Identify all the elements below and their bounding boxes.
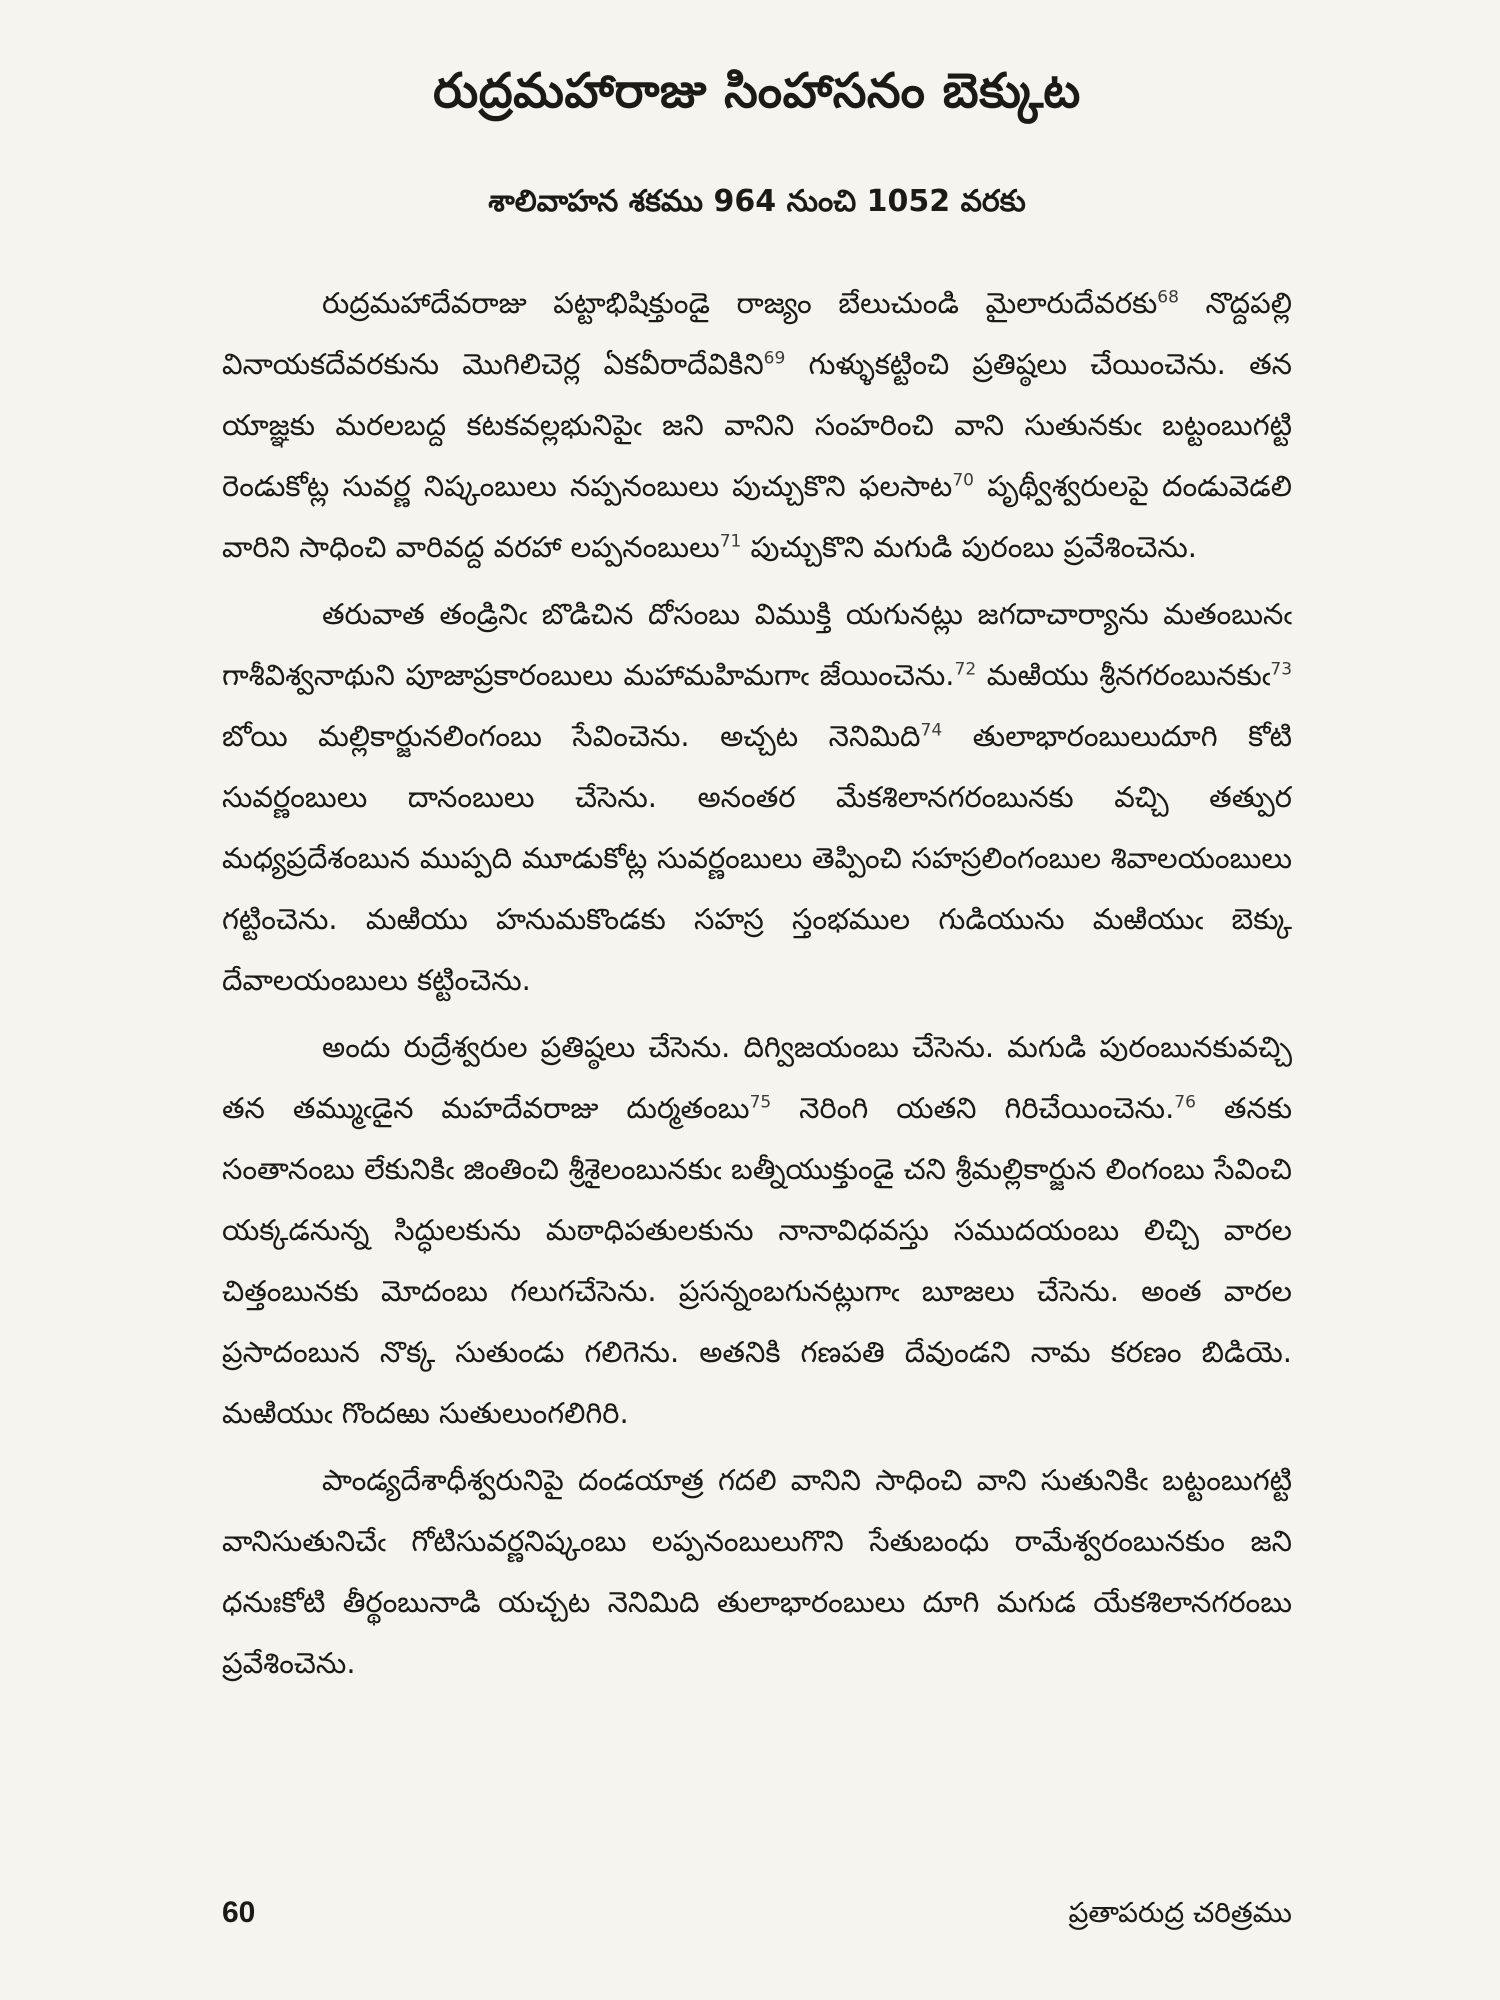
page-footer [222, 1888, 1292, 1938]
footnote-ref: 68 [1157, 287, 1179, 308]
chapter-subtitle: శాలివాహన శకము 964 నుంచి 1052 వరకు [488, 184, 1026, 220]
paragraph-text: పుచ్చుకొని మగుడి పురంబు ప్రవేశించెను. [741, 530, 1197, 565]
running-book-title: ప్రతాపరుద్ర చరిత్రము [1068, 1896, 1292, 1929]
page-content [222, 60, 1292, 1700]
chapter-title: రుద్రమహారాజు సింహాసనం బెక్కుట [433, 63, 1081, 119]
paragraph-text: తులాభారంబులుదూగి కోటి సువర్ణంబులు దానంబులు చేసెను. అనంతర మేకశిలానగరంబునకు వచ్చి తత్పుర మధ్యప్రదేశంబున ముప్పది మూడుకోట్ల సువర్ణంబులు తెప్పించి సహస్రలింగంబుల శివాలయంబులు గట్టించెను. మఱియు హనుమకొండకు సహస్ర స్తంభముల గుడియును మఱియుఁ బెక్కు దేవాలయంబులు కట్టించెను. [222, 719, 1292, 998]
page-number: 60 [222, 1896, 256, 1929]
body-text [222, 273, 1292, 1694]
paragraph-4 [222, 1450, 1292, 1694]
paragraph-text: పృథ్వీశ్వరులపై దండువెడలి వారిని సాధించి వారివద్ద వరహా లప్పనంబులు [222, 469, 1292, 565]
footnote-ref: 69 [763, 348, 786, 369]
footnote-ref: 74 [920, 720, 943, 741]
paragraph-text: మఱియు శ్రీనగరంబునకుఁ [976, 658, 1271, 693]
paragraph-1 [222, 273, 1292, 578]
paragraph-text: గుళ్ళుకట్టించి ప్రతిష్ఠలు చేయించెను. తన యాజ్ఞకు మరలబద్ద కటకవల్లభునిపైఁ జని వానిని సంహరించి వాని సుతునకుఁ బట్టంబుగట్టి రెండుకోట్ల సువర్ణ నిష్కంబులు నప్పనంబులు పుచ్చుకొని ఫలసాట [222, 347, 1292, 504]
paragraph-text: రుద్రమహాదేవరాజు పట్టాభిషిక్తుండై రాజ్యం బేలుచుండి మైలారుదేవరకు [322, 286, 1158, 321]
paragraph-text: నొద్దపల్లి వినాయకదేవరకును మొగిలిచెర్ల ఏకవీరాదేవికిని [222, 286, 1292, 382]
footnote-ref: 72 [954, 659, 977, 680]
paragraph-2 [222, 584, 1292, 1011]
footnote-ref: 71 [719, 531, 742, 552]
paragraph-3 [222, 1017, 1292, 1444]
footnote-ref: 75 [749, 1092, 772, 1113]
footnote-ref: 70 [952, 470, 974, 491]
paragraph-text: అందు రుద్రేశ్వరుల ప్రతిష్ఠలు చేసెను. దిగ్విజయంబు చేసెను. మగుడి పురంబునకువచ్చి తన తమ్ముఁడైన మహదేవరాజు దుర్మతంబు [222, 1030, 1292, 1126]
paragraph-text: పాండ్యదేశాధీశ్వరునిపై దండయాత్ర గదలి వానిని సాధించి వాని సుతునికిఁ బట్టంబుగట్టి వానిసుతునిచేఁ గోటిసువర్ణనిష్కంబు లప్పనంబులుగొని సేతుబంధు రామేశ్వరంబునకుం జని ధనుఃకోటి తీర్థంబునాడి యచ్చట నెనిమిది తులాభారంబులు దూగి మగుడ యేకశిలానగరంబు ప్రవేశించెను. [222, 1463, 1292, 1681]
paragraph-text: తనకు సంతానంబు లేకునికిఁ జింతించి శ్రీశైలంబునకుఁ బత్నీయుక్తుండై చని శ్రీమల్లికార్జున లింగంబు సేవించి యక్కడనున్న సిద్ధులకును మఠాధిపతులకును నానావిధవస్తు సముదయంబు లిచ్చి వారల చిత్తంబునకు మోదంబు గలుగచేసెను. ప్రసన్నంబగునట్లుగాఁ బూజలు చేసెను. అంత వారల ప్రసాదంబున నొక్క సుతుండు గలిగెను. అతనికి గణపతి దేవుండని నామ కరణం బిడియె. మఱియుఁ గొందఱు సుతులుంగలిగిరి. [222, 1091, 1293, 1431]
footnote-ref: 73 [1270, 659, 1293, 680]
paragraph-text: తరువాత తండ్రినిఁ బొడిచిన దోసంబు విముక్తి యగునట్లు జగదాచార్యాను మతంబునఁ గాశీవిశ్వనాథుని పూజాప్రకారంబులు మహామహిమగాఁ జేయించెను. [222, 597, 1292, 693]
paragraph-text: నెరింగి యతని గిరిచేయించెను. [771, 1091, 1175, 1126]
footnote-ref: 76 [1174, 1092, 1196, 1113]
paragraph-text: బోయి మల్లికార్జునలింగంబు సేవించెను. అచ్చట నెనిమిది [222, 719, 921, 754]
